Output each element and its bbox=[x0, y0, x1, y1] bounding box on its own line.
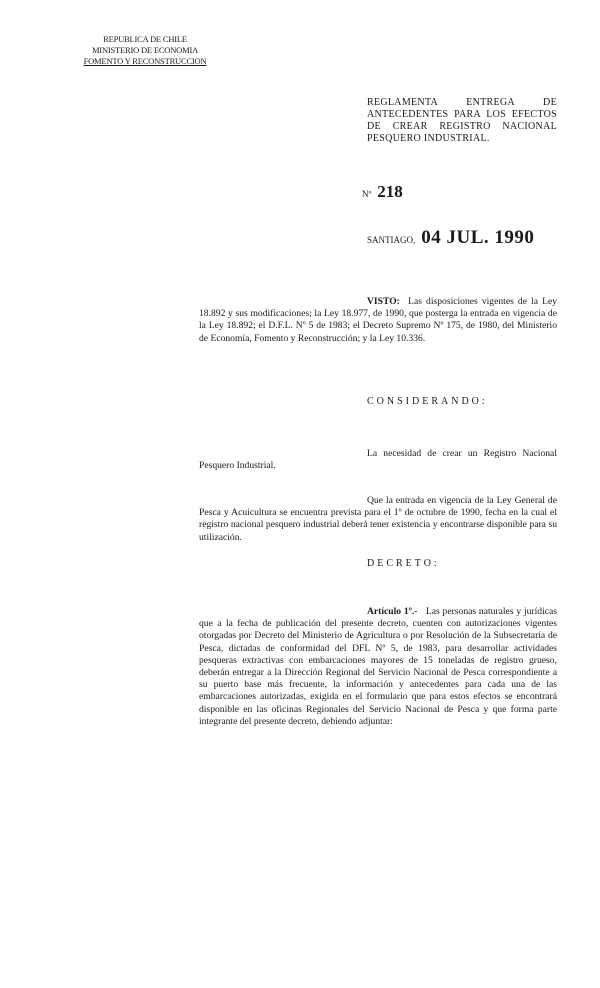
decreto-heading: DECRETO: bbox=[367, 558, 440, 569]
header-republic: REPUBLICA DE CHILE bbox=[103, 34, 187, 44]
decree-number-value: 218 bbox=[377, 182, 403, 201]
decree-date bbox=[367, 227, 534, 249]
decreto-heading-row bbox=[199, 558, 557, 570]
decree-date-stamp: 04 JUL. 1990 bbox=[421, 227, 535, 248]
decree-place: SANTIAGO, bbox=[367, 235, 416, 245]
ministry-header bbox=[70, 34, 220, 67]
considerando-item-text: La necesidad de crear un Registro Nacional Pesquero Industrial. bbox=[199, 448, 557, 472]
considerando-item-1 bbox=[199, 448, 557, 472]
header-department: FOMENTO Y RECONSTRUCCION bbox=[83, 56, 207, 66]
decree-number bbox=[362, 182, 403, 202]
article-1-text: Las personas naturales y jurídicas que a la fecha de publicación del presente decreto, cuenten con autorizaciones vigentes otorgadas por Decreto del Ministerio de Agricultura o por Resolución de la Subsecretaría de Pesca, dictadas de conformidad del DFL Nº 5, de 1983, para desarrollar actividades pesqueras extractivas con embarcaciones mayores de 15 toneladas de registro grueso, deberán entregar a la Dirección Regional del Servicio Nacional de Pesca correspondiente a su puerto base más frecuente, la información y antecedentes para cada una de las embarcaciones autorizadas, exigida en el formulario que para estos efectos se encontrará disponible en las oficinas Regionales del Servicio Nacional de Pesca y que forma parte integrante del presente decreto, debiendo adjuntar: bbox=[199, 606, 557, 727]
article-1-paragraph bbox=[199, 606, 557, 728]
visto-label: VISTO: bbox=[367, 296, 400, 307]
header-ministry: MINISTERIO DE ECONOMIA bbox=[91, 45, 199, 55]
visto-text: Las disposiciones vigentes de la Ley 18.892 y sus modificaciones; la Ley 18.977, de 1990, que posterga la entrada en vigencia de la Ley 18.892; el D.F.L. Nº 5 de 1983; el Decreto Supremo Nº 175, de 1980, del Ministerio de Economía, Fomento y Reconstrucción; y la Ley 10.336. bbox=[199, 296, 557, 344]
visto-paragraph bbox=[199, 296, 557, 345]
decree-subject: REGLAMENTA ENTREGA DE ANTECEDENTES PARA LOS EFECTOS DE CREAR REGISTRO NACIONAL PESQUERO INDUSTRIAL. bbox=[367, 97, 557, 144]
decree-number-label: Nº bbox=[362, 189, 372, 199]
considerando-item-text: Que la entrada en vigencia de la Ley General de Pesca y Acuicultura se encuentra prevista para el 1º de octubre de 1990, fecha en la cual el registro nacional pesquero industrial deberá tener existencia y encontrarse disponible para su utilización. bbox=[199, 495, 557, 543]
considerando-item-2 bbox=[199, 495, 557, 544]
article-1-label: Artículo 1º.- bbox=[367, 606, 418, 617]
considerando-heading-row bbox=[199, 396, 557, 408]
considerando-heading: CONSIDERANDO: bbox=[367, 396, 488, 407]
